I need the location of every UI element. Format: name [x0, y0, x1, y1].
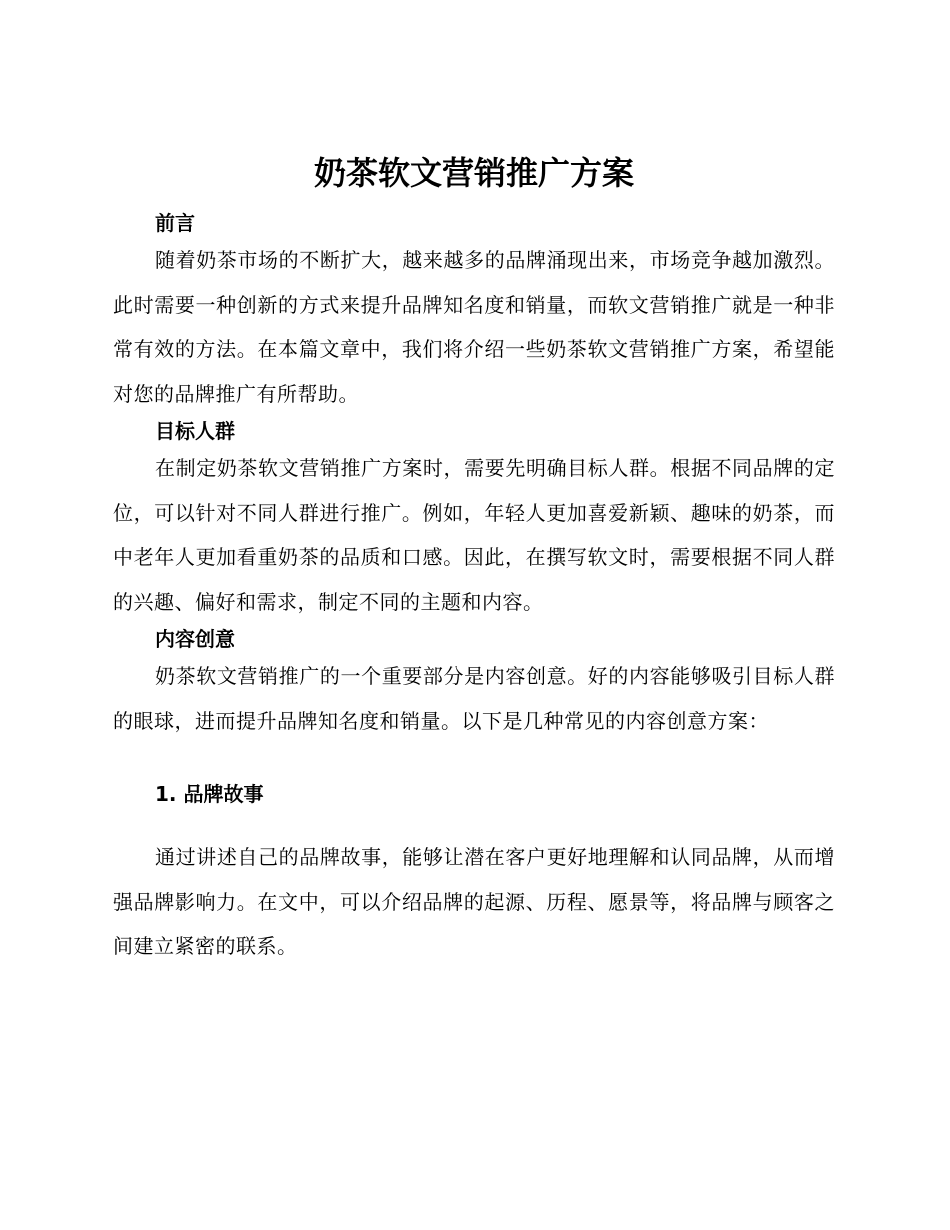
document-content — [113, 150, 835, 969]
section-heading-content-creative: 内容创意 — [155, 627, 235, 651]
section-heading-preface: 前言 — [155, 211, 195, 235]
document-title: 奶茶软文营销推广方案 — [313, 154, 634, 192]
section-paragraph-target-audience: 在制定奶茶软文营销推广方案时，需要先明确目标人群。根据不同品牌的定位，可以针对不同人群进行推广。例如，年轻人更加喜爱新颖、趣味的奶茶，而中老年人更加看重奶茶的品质和口感。因此，在撰写软文时，需要根据不同人群的兴趣、偏好和需求，制定不同的主题和内容。 — [113, 456, 835, 614]
section-heading-brand-story: 1. 品牌故事 — [155, 782, 264, 806]
section-paragraph-preface: 随着奶茶市场的不断扩大，越来越多的品牌涌现出来，市场竞争越加激烈。此时需要一种创新的方式来提升品牌知名度和销量，而软文营销推广就是一种非常有效的方法。在本篇文章中，我们将介绍一些奶茶软文营销推广方案，希望能对您的品牌推广有所帮助。 — [113, 248, 835, 406]
section-paragraph-content-creative: 奶茶软文营销推广的一个重要部分是内容创意。好的内容能够吸引目标人群的眼球，进而提升品牌知名度和销量。以下是几种常见的内容创意方案： — [113, 664, 835, 733]
section-heading-target-audience: 目标人群 — [155, 419, 235, 443]
section-paragraph-brand-story: 通过讲述自己的品牌故事，能够让潜在客户更好地理解和认同品牌，从而增强品牌影响力。在文中，可以介绍品牌的起源、历程、愿景等，将品牌与顾客之间建立紧密的联系。 — [113, 845, 835, 958]
